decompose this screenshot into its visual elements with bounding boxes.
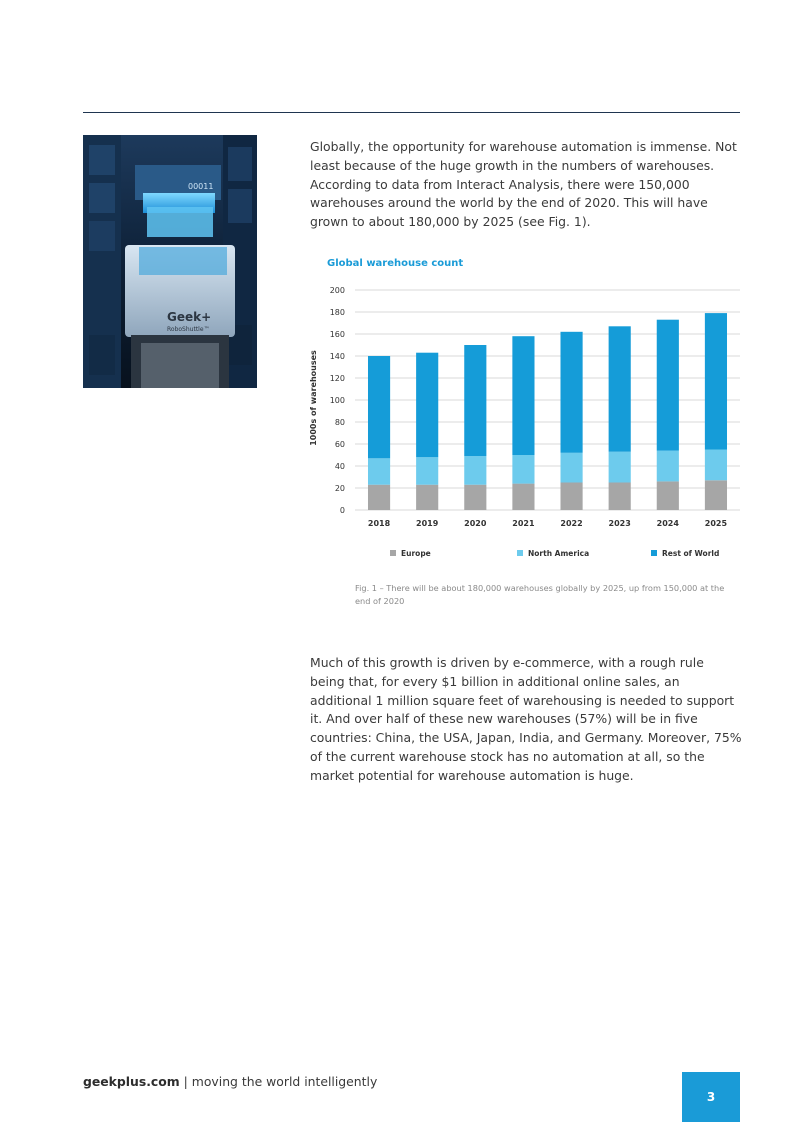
x-tick-label: 2020 xyxy=(464,519,487,528)
chart-title: Global warehouse count xyxy=(327,258,464,269)
warehouse-count-chart xyxy=(305,250,745,570)
y-tick-label: 60 xyxy=(334,440,345,449)
y-tick-label: 0 xyxy=(339,506,345,515)
figure-caption: Fig. 1 – There will be about 180,000 warehouses globally by 2025, up from 150,000 at the end of 2020 xyxy=(355,583,725,606)
x-tick-label: 2025 xyxy=(704,519,728,528)
legend-swatch xyxy=(390,550,396,556)
legend-swatch xyxy=(651,550,657,556)
bar-segment xyxy=(705,450,727,481)
y-tick-label: 80 xyxy=(334,418,345,427)
bar-segment xyxy=(368,356,390,458)
bar-segment xyxy=(609,483,631,511)
bar-segment xyxy=(705,480,727,510)
footer-separator: | xyxy=(179,1074,192,1089)
bar-segment xyxy=(657,481,679,510)
robot-photo-illustration xyxy=(83,135,257,388)
footer-tagline: moving the world intelligently xyxy=(191,1074,378,1089)
page-number-badge xyxy=(682,1072,740,1122)
y-tick-label: 40 xyxy=(334,462,345,471)
chart-y-axis-label: 1000s of warehouses xyxy=(309,350,318,446)
bar-segment xyxy=(609,452,631,483)
legend-label: Europe xyxy=(401,549,431,558)
robot-brand-label: Geek+ xyxy=(167,310,212,324)
bar-segment xyxy=(560,332,582,453)
robot-photo xyxy=(83,135,257,388)
bar-segment xyxy=(512,336,534,455)
x-tick-label: 2018 xyxy=(367,519,391,528)
x-tick-label: 2023 xyxy=(608,519,631,528)
legend-label: North America xyxy=(528,549,590,558)
page-number: 3 xyxy=(706,1090,716,1104)
x-tick-label: 2019 xyxy=(416,519,439,528)
bar-segment xyxy=(560,453,582,483)
bar-segment xyxy=(560,483,582,511)
bar-segment xyxy=(416,485,438,510)
x-tick-label: 2021 xyxy=(512,519,535,528)
bar-segment xyxy=(657,320,679,451)
ecommerce-paragraph: Much of this growth is driven by e-commerce, with a rough rule being that, for every $1 billion in additional online sales, an additional 1 million square feet of warehousing is needed to support it. And over half of these new warehouses (57%) will be in five countries: China, the USA, Japan, India, and Germany. Moreover, 75% of the current warehouse stock has no automation at all, so the market potential for warehouse automation is huge. xyxy=(310,655,742,783)
legend-label: Rest of World xyxy=(662,549,720,558)
bar-segment xyxy=(464,345,486,456)
y-tick-label: 200 xyxy=(329,286,345,295)
y-tick-label: 120 xyxy=(329,374,345,383)
y-tick-label: 100 xyxy=(329,396,345,405)
bar-segment xyxy=(368,485,390,510)
y-tick-label: 140 xyxy=(329,352,345,361)
header-rule xyxy=(83,112,740,113)
bar-segment xyxy=(464,456,486,485)
legend-swatch xyxy=(517,550,523,556)
bar-segment xyxy=(416,457,438,485)
footer xyxy=(83,1074,377,1089)
bar-segment xyxy=(512,484,534,510)
bar-segment xyxy=(464,485,486,510)
bar-segment xyxy=(512,455,534,484)
bar-segment xyxy=(416,353,438,458)
bar-segment xyxy=(657,451,679,482)
bar-segment xyxy=(609,326,631,451)
x-tick-label: 2022 xyxy=(560,519,583,528)
y-tick-label: 180 xyxy=(329,308,345,317)
robot-model-label: RoboShuttle™ xyxy=(167,326,210,333)
bar-segment xyxy=(368,458,390,484)
footer-brand-link[interactable]: geekplus.com xyxy=(83,1074,180,1089)
y-tick-label: 20 xyxy=(334,484,345,493)
bar-segment xyxy=(705,313,727,449)
x-tick-label: 2024 xyxy=(656,519,679,528)
intro-paragraph: Globally, the opportunity for warehouse automation is immense. Not least because of the huge growth in the numbers of warehouses. According to data from Interact Analysis, there were 150,000 warehouses around the world by the end of 2020. This will have grown to about 180,000 by 2025 (see Fig. 1). xyxy=(310,139,737,230)
y-tick-label: 160 xyxy=(329,330,345,339)
robot-display-code: 00011 xyxy=(188,182,214,191)
